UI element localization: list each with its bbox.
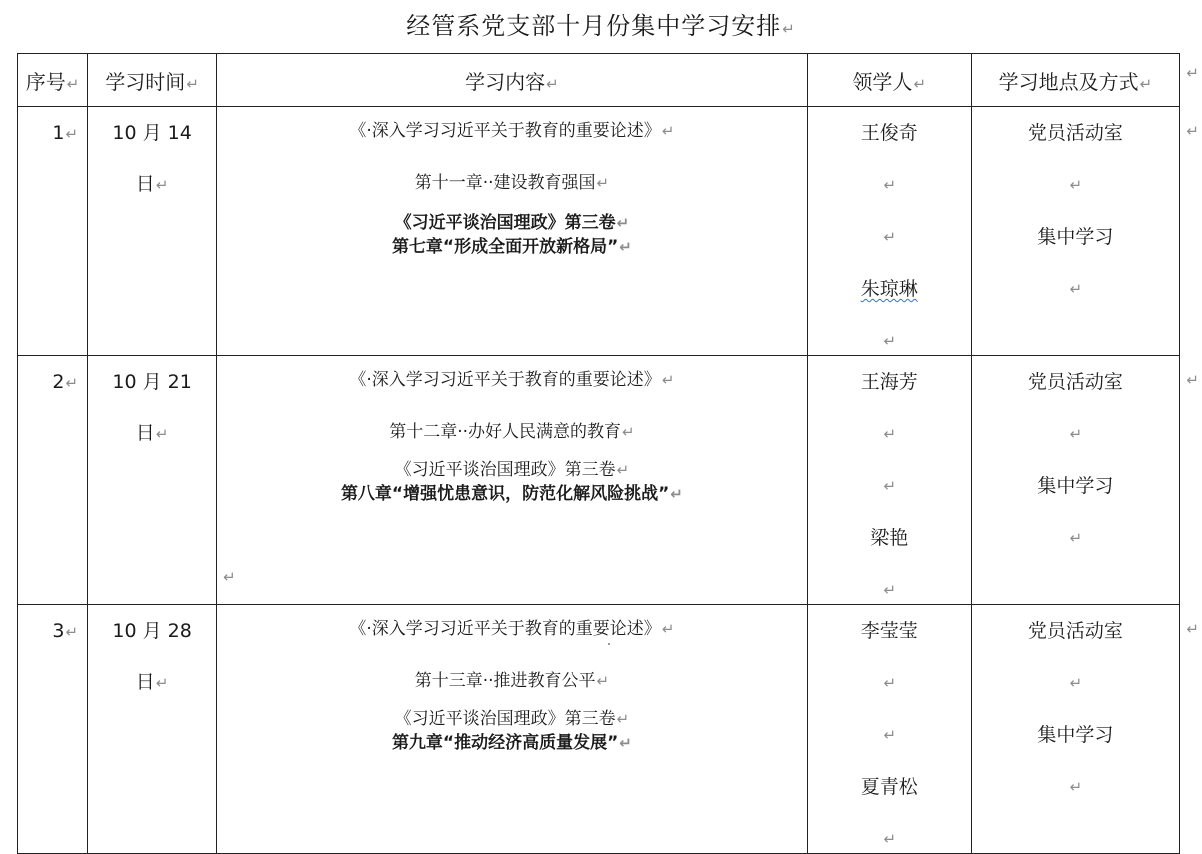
row-number: 2↵ bbox=[18, 356, 88, 605]
time-line-1: 10 月 21 bbox=[112, 371, 192, 393]
stray-dot bbox=[608, 643, 610, 645]
paragraph-mark-icon: ↵ bbox=[1069, 778, 1083, 796]
paragraph-mark-icon: ↵ bbox=[155, 425, 169, 443]
paragraph-mark-icon: ↵ bbox=[661, 122, 675, 140]
row-location bbox=[971, 107, 1199, 356]
header-content: 学习内容↵ bbox=[217, 54, 808, 107]
content-chapter-1: 第十二章··办好人民满意的教育 bbox=[389, 422, 622, 442]
paragraph-mark-icon: ↵ bbox=[1069, 529, 1083, 547]
row-leader bbox=[807, 356, 971, 605]
paragraph-mark-icon: ↵ bbox=[616, 710, 630, 728]
row-content bbox=[217, 605, 808, 854]
content-chapter-1: 第十三章··推进教育公平 bbox=[414, 671, 596, 691]
location-place: 党员活动室 bbox=[1027, 620, 1123, 642]
paragraph-mark-icon: ↵ bbox=[883, 674, 897, 692]
title-text: 经管系党支部十月份集中学习安排 bbox=[406, 12, 782, 40]
row-number: 1↵ bbox=[18, 107, 88, 356]
paragraph-mark-icon: ↵ bbox=[913, 74, 927, 93]
row-location bbox=[971, 356, 1199, 605]
paragraph-mark-icon: ↵ bbox=[622, 423, 635, 441]
location-mode: 集中学习 bbox=[1037, 724, 1114, 746]
paragraph-mark-icon: ↵ bbox=[883, 332, 897, 350]
row-location bbox=[971, 605, 1199, 854]
row-leader bbox=[807, 605, 971, 854]
content-chapter-2: 第八章“增强忧患意识，防范化解风险挑战” bbox=[340, 484, 670, 504]
paragraph-mark-icon: ↵ bbox=[883, 830, 897, 848]
paragraph-mark-icon: ↵ bbox=[186, 74, 199, 93]
leader-name: 夏青松 bbox=[860, 776, 918, 798]
content-chapter-1: 第十一章··建设教育强国 bbox=[414, 173, 596, 193]
leader-name: 王俊奇 bbox=[860, 122, 918, 144]
row-end-mark-icon: ↵ bbox=[1186, 371, 1199, 389]
paragraph-mark-icon: ↵ bbox=[883, 581, 897, 599]
paragraph-mark-icon: ↵ bbox=[223, 568, 236, 586]
row-time bbox=[88, 356, 217, 605]
time-line-1: 10 月 14 bbox=[112, 122, 192, 144]
content-book-2: 《习近平谈治国理政》第三卷 bbox=[394, 213, 616, 233]
paragraph-mark-icon: ↵ bbox=[1069, 674, 1083, 692]
header-time: 学习时间↵ bbox=[88, 54, 217, 107]
header-no: 序号↵ bbox=[18, 54, 88, 107]
location-mode: 集中学习 bbox=[1037, 475, 1114, 497]
page-title bbox=[0, 8, 1202, 47]
content-book-2: 《习近平谈治国理政》第三卷 bbox=[394, 709, 616, 729]
paragraph-mark-icon: ↵ bbox=[65, 374, 79, 392]
paragraph-mark-icon: ↵ bbox=[661, 620, 675, 638]
location-place: 党员活动室 bbox=[1027, 371, 1123, 393]
location-mode: 集中学习 bbox=[1037, 226, 1114, 248]
location-place: 党员活动室 bbox=[1027, 122, 1123, 144]
row-content bbox=[217, 356, 808, 605]
paragraph-mark-icon: ↵ bbox=[546, 74, 559, 93]
paragraph-mark-icon: ↵ bbox=[66, 74, 80, 93]
paragraph-mark-icon: ↵ bbox=[782, 20, 796, 38]
paragraph-mark-icon: ↵ bbox=[616, 214, 630, 232]
paragraph-mark-icon: ↵ bbox=[65, 125, 79, 143]
content-chapter-2: 第九章“推动经济高质量发展” bbox=[391, 733, 619, 753]
time-line-1: 10 月 28 bbox=[112, 620, 192, 642]
content-book-1: 《·深入学习习近平关于教育的重要论述》 bbox=[349, 370, 661, 390]
time-line-2: 日 bbox=[135, 173, 155, 195]
paragraph-mark-icon: ↵ bbox=[883, 726, 897, 744]
row-end-mark-icon: ↵ bbox=[1186, 620, 1199, 638]
row-time bbox=[88, 605, 217, 854]
table-row bbox=[18, 605, 1180, 854]
paragraph-mark-icon: ↵ bbox=[616, 461, 630, 479]
paragraph-mark-icon: ↵ bbox=[883, 176, 897, 194]
paragraph-mark-icon: ↵ bbox=[596, 174, 610, 192]
time-line-2: 日 bbox=[135, 671, 155, 693]
paragraph-mark-icon: ↵ bbox=[1069, 280, 1083, 298]
leader-name: 王海芳 bbox=[860, 371, 918, 393]
header-location: 学习地点及方式↵ ↵ bbox=[971, 54, 1179, 107]
schedule-table bbox=[17, 53, 1199, 854]
paragraph-mark-icon: ↵ bbox=[596, 672, 610, 690]
paragraph-mark-icon: ↵ bbox=[1139, 74, 1153, 93]
leader-name: 李莹莹 bbox=[860, 620, 918, 642]
time-line-2: 日 bbox=[135, 422, 155, 444]
table-row bbox=[18, 356, 1180, 605]
paragraph-mark-icon: ↵ bbox=[1069, 176, 1083, 194]
content-book-1: 《·深入学习习近平关于教育的重要论述》 bbox=[349, 121, 661, 141]
row-end-mark-icon: ↵ bbox=[1186, 122, 1199, 140]
paragraph-mark-icon: ↵ bbox=[65, 623, 79, 641]
row-content bbox=[217, 107, 808, 356]
row-time bbox=[88, 107, 217, 356]
content-chapter-2: 第七章“形成全面开放新格局” bbox=[391, 237, 619, 257]
leader-name: 朱琼琳 bbox=[860, 278, 918, 300]
content-book-1: 《·深入学习习近平关于教育的重要论述》 bbox=[349, 619, 661, 639]
paragraph-mark-icon: ↵ bbox=[883, 477, 897, 495]
paragraph-mark-icon: ↵ bbox=[670, 485, 683, 503]
paragraph-mark-icon: ↵ bbox=[619, 734, 632, 752]
paragraph-mark-icon: ↵ bbox=[1069, 425, 1083, 443]
paragraph-mark-icon: ↵ bbox=[883, 425, 897, 443]
header-leader: 领学人↵ bbox=[807, 54, 971, 107]
paragraph-mark-icon: ↵ bbox=[883, 228, 897, 246]
paragraph-mark-icon: ↵ bbox=[661, 371, 675, 389]
paragraph-mark-icon: ↵ bbox=[155, 176, 169, 194]
table-header-row bbox=[18, 54, 1180, 107]
row-leader bbox=[807, 107, 971, 356]
paragraph-mark-icon: ↵ bbox=[619, 238, 632, 256]
content-book-2: 《习近平谈治国理政》第三卷 bbox=[394, 460, 616, 480]
row-number: 3↵ bbox=[18, 605, 88, 854]
leader-name: 梁艳 bbox=[870, 527, 909, 549]
paragraph-mark-icon: ↵ bbox=[155, 674, 169, 692]
table-row bbox=[18, 107, 1180, 356]
row-end-mark-icon: ↵ bbox=[1186, 64, 1199, 82]
